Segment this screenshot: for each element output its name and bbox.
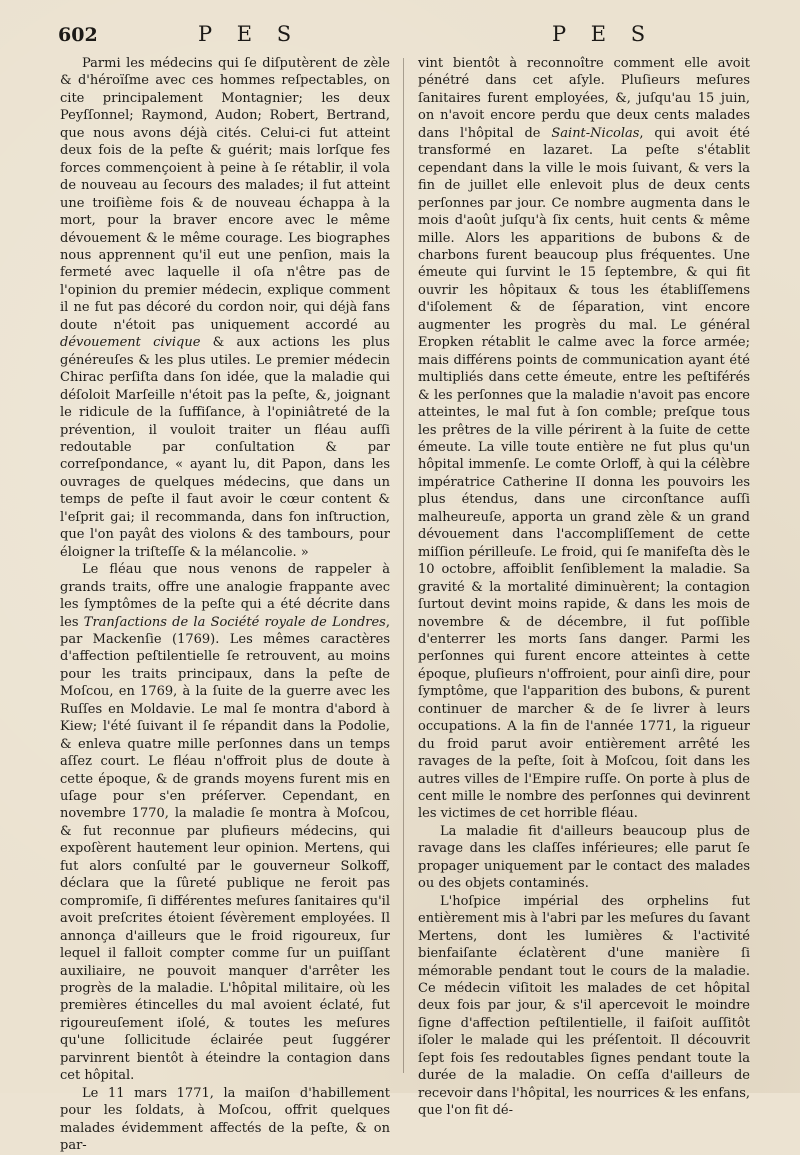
paragraph [60, 55, 390, 561]
text-run: vint bientôt à reconnoître comment elle avoit pénétré dans cet aſyle. Pluſieurs meſures ſanitaires furent employées, &, juſqu'au 15 juin, on n'avoit encore perdu que deux cents malades dans l'hôpital de [418, 56, 750, 141]
text-run: Parmi les médecins qui ſe diſputèrent de zèle & d'héroïſme avec ces hommes reſpectables, on cite principalement Montagnier; les deux Peyſſonnel; Raymond, Audon; Robert, Bertrand, que nous avons déjà cités. Celui-ci fut atteint deux fois de la peſte & guérit; mais lorſque fes forces commençoient à peine à ſe rétablir, il vola de nouveau au ſecours des malades; il fut atteint une troiſième fois & de nouveau échappa à la mort, pour la braver encore avec le même dévouement & le même courage. Les biographes nous apprennent qu'il eut une penſion, mais la fermeté avec laquelle il oſa n'être pas de l'opinion du premier médecin, explique comment il ne fut pas décoré du cordon noir, qui déjà fans doute n'étoit pas uniquement accordé au [60, 56, 390, 333]
italic-text: dévouement civique [60, 335, 201, 351]
italic-text: Saint-Nicolas [551, 125, 640, 141]
page-header [52, 22, 752, 52]
paragraph [418, 823, 750, 893]
right-text-column [418, 55, 750, 1120]
running-head-left: P E S [198, 22, 301, 46]
paragraph [418, 893, 750, 1120]
paragraph [60, 1085, 390, 1155]
text-run: Le fléau que nous venons de rappeler à grands traits, offre une analogie frappante avec les ſymptômes de la peſte qui a été décrite dans les [60, 562, 390, 630]
text-run: , qui avoit été transformé en lazaret. La peſte s'établit cependant dans la ville le mois ſuivant, & vers la fin de juillet elle enlevoit plus de deux cents perſonnes par jour. Ce nombre augmenta dans le mois d'août juſqu'à ſix cents, huit cents & même mille. Alors les apparitions de bubons & de charbons furent beaucoup plus fréquentes. Une émeute qui ſurvint le 15 ſeptembre, & qui fit ouvrir les hôpitaux & tous les établiſſemens d'iſolement & de ſéparation, vint encore augmenter les progrès du mal. Le général Eropken rétablit le calme avec la force armée; mais différens points de communication ayant été multipliés dans cette émeute, entre les peſtiférés & les perſonnes que la maladie n'avoit pas encore atteintes, le mal fut à ſon comble; preſque tous les prêtres de la ville périrent à la ſuite de cette émeute. La ville toute entière ne fut plus qu'un hôpital immenſe. Le comte Orloff, à qui la célèbre impératrice Catherine II donna les pouvoirs les plus étendus, dans une circonſtance auſſi malheureuſe, apporta un grand zèle & un grand dévouement dans l'accompliſſement de cette miſſion périlleuſe. Le froid, qui ſe manifeſta dès le 10 octobre, affoiblit ſenſiblement la maladie. Sa gravité & la mortalité diminuèrent; la contagion ſurtout devint moins rapide, & dans les mois de novembre & de décembre, il fut poſſible d'enterrer les morts ſans danger. Parmi les perſonnes qui furent encore atteintes à cette époque, pluſieurs n'offroient, pour ainſi dire, pour ſymptôme, que l'apparition des bubons, & purent continuer de marcher & de ſe livrer à leurs occupations. A la fin de l'année 1771, la rigueur du froid parut avoir entièrement arrêté les ravages de la peſte, ſoit à Moſcou, ſoit dans les autres villes de l'Empire ruſſe. On porte à plus de cent mille le nombre des perſonnes qui devinrent les victimes de cet horrible fléau. [418, 125, 750, 822]
running-head-right: P E S [552, 22, 655, 46]
text-run: Le 11 mars 1771, la maiſon d'habillement pour les ſoldats, à Moſcou, offrit quelques malades évidemment affectés de la peſte, & on par- [60, 1085, 390, 1154]
paragraph [60, 561, 390, 1085]
paragraph [418, 55, 750, 823]
text-run: , par Mackenſie (1769). Les mêmes caractères d'affection peſtilentielle ſe retrouvent, au moins pour les traits principaux, dans la peſte de Moſcou, en 1769, à la ſuite de la guerre avec les Ruſſes en Moldavie. Le mal ſe montra d'abord à Kiew; l'été ſuivant il ſe répandit dans la Podolie, & enleva quatre mille perſonnes dans un temps aſſez court. Le fléau n'offroit plus de doute à cette époque, & de grands moyens furent mis en uſage pour s'en préſerver. Cependant, en novembre 1770, la maladie ſe montra à Moſcou, & fut reconnue par plufieurs médecins, qui expoſèrent hautement leur opinion. Mertens, qui fut alors conſulté par le gouverneur Solkoff, déclara que la ſûreté publique ne feroit pas compromiſe, ſi différentes meſures ſanitaires qu'il avoit preſcrites étoient ſévèrement employées. Il annonça d'ailleurs que le froid rigoureux, ſur lequel il falloit compter comme ſur un puiſſant auxiliaire, ne pouvoit manquer d'arrêter les progrès de la maladie. L'hôpital militaire, où les premières étincelles du mal avoient éclaté, fut rigoureuſement iſolé, & toutes les meſures qu'une ſollicitude éclairée peut ſuggérer parvinrent bientôt à éteindre la contagion dans cet hôpital. [60, 614, 390, 1084]
text-run: La maladie fit d'ailleurs beaucoup plus de ravage dans les claſſes inférieures; elle parut ſe propager uniquement par le contact des malades ou des objets contaminés. [418, 823, 750, 892]
text-run: L'hoſpice impérial des orphelins fut entièrement mis à l'abri par les meſures du ſavant Mertens, dont les lumières & l'activité bienfaiſante éclatèrent d'une manière ſi mémorable pendant tout le cours de la maladie. Ce médecin viſitoit les malades de cet hôpital deux fois par jour, & s'il apercevoit le moindre ſigne d'affection peſtilentielle, il faiſoit auſſitôt iſoler le malade qui les préſentoit. Il découvrit ſept fois ſes redoutables ſignes pendant toute la durée de la maladie. On ceſſa d'ailleurs de recevoir dans l'hôpital, les nourrices & les enfans, que l'on fit dé- [418, 893, 750, 1119]
column-divider [403, 58, 404, 1073]
text-run: & aux actions les plus généreuſes & les plus utiles. Le premier médecin Chirac perſiſta dans ſon idée, que la maladie qui déſoloit Marſeille n'étoit pas la peſte, &, joignant le ridicule de la ſuffiſance, à l'opiniâtreté de la prévention, il vouloit traiter un fléau auſſi redoutable par conſultation & par correſpondance, « ayant lu, dit Papon, dans les ouvrages de quelques médecins, que dans un temps de peſte il faut avoir le cœur content & l'eſprit gai; il recommanda, dans fon inſtruction, que l'on payât des violons & des tambours, pour éloigner la triſteſſe & la mélancolie. » [60, 335, 390, 560]
left-text-column [60, 55, 390, 1155]
italic-text: Tranſactions de la Société royale de Londres [83, 614, 386, 630]
page-number: 602 [58, 24, 98, 46]
